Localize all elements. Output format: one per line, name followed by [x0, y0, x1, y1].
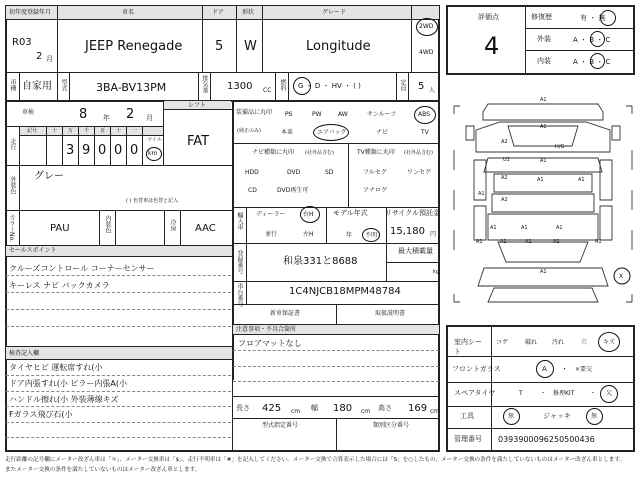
length-cm: cm [291, 408, 301, 415]
car-type-label: 車種 [9, 79, 16, 91]
capacity-unit: 人 [429, 87, 436, 94]
diagram-label-11: A1 [490, 225, 497, 231]
diagram-label-5: U1 [503, 157, 510, 163]
glass-replace: ×要交 [575, 366, 593, 373]
diagram-label-13: A1 [556, 225, 563, 231]
inspection-year-unit: 年 [103, 114, 110, 122]
reg-month: 2 [36, 51, 43, 62]
diagram-label-6: A2 [501, 175, 508, 181]
spare-repair-kit: 修理KIT [553, 390, 575, 397]
new-car-warranty: 新車保証書 [270, 310, 301, 317]
sales-point-line-1: クルーズコントロール コーナーセンサー [9, 264, 155, 273]
diagram-label-12: A1 [521, 225, 528, 231]
diagram-label-7: A1 [537, 177, 544, 183]
navi-cd: CD [248, 187, 257, 194]
shape-label: 形状 [242, 9, 255, 16]
recycle-value: 15,180 [390, 226, 425, 237]
mileage-unit-2: 万 [68, 128, 74, 134]
chassis-value: 1C4NJCB18MPM48784 [289, 286, 401, 297]
width-value: 180 [333, 403, 353, 414]
seat-hole: 穴 [581, 339, 588, 346]
max-load-kg: kg [433, 269, 440, 275]
inspector-line-1: タイヤヒビ 運転席すれ(小 [9, 363, 103, 372]
jack-label: ジャッキ [543, 412, 571, 420]
equip-navi: ナビ [376, 129, 389, 136]
diagram-label-hg: H/G [555, 144, 565, 150]
height-label: 高さ [378, 404, 392, 412]
equip-airbag: エアバック [317, 129, 347, 136]
mileage-label: 走行 [9, 138, 16, 150]
equip-pw: PW [312, 111, 322, 118]
fuel-label: 燃料 [279, 79, 286, 91]
equip-leather: 本革 [281, 129, 294, 136]
spare-missing: 欠 [606, 390, 613, 397]
score-value: 4 [484, 32, 500, 60]
tv-type-label: TV種類に丸印 [357, 149, 395, 156]
length-value: 425 [262, 403, 282, 414]
footer-line-1: 走行距離の記号欄にメーター改ざん車は「＊」、メーター交換車は「$」、走行不明車は「#」を記入してください。メーター交換で合算表示した場合には「S」を○したもの、メーター交換の条件を満たしていないものはメーター改ざん車とします。 [5, 457, 626, 463]
interior-b-circle [590, 53, 605, 69]
model-type-label: 型式 [60, 79, 67, 91]
sales-point-line-2: キーレス ナビ バックカメラ [9, 281, 110, 290]
diagram-label-19: A1 [540, 269, 547, 275]
import-parallel: 並行 [265, 231, 278, 238]
control-no-label: 管理番号 [454, 435, 482, 443]
mileage-unit-0: 記号 [27, 128, 38, 134]
interior-color-label: 内装色 [104, 215, 111, 233]
tv-type-note: (社外品含む) [404, 150, 433, 156]
diagram-label-15: A1 [500, 239, 507, 245]
width-label: 幅 [311, 404, 318, 412]
equip-ps: PS [285, 111, 293, 118]
owner-manual: 取扱説明書 [375, 310, 406, 317]
equipment-sublabel: (純正のみ) [237, 128, 261, 134]
ac-label: 冷房 [169, 219, 176, 231]
equip-aw: AW [338, 111, 348, 118]
length-label: 長さ [236, 404, 250, 412]
interior-grade-options: A ・ B ・ C [573, 58, 611, 66]
mileage-unit-1: 十 [52, 128, 58, 134]
import-left-h: 左H [303, 231, 314, 238]
diagram-label-9: A1 [478, 191, 485, 197]
jack-value: 無 [591, 413, 598, 420]
diagram-label-10: A2 [501, 197, 508, 203]
sales-points-label: セールスポイント [9, 247, 57, 254]
navi-hdd: HDD [245, 169, 259, 176]
tv-oneseg: ワンセグ [407, 169, 432, 176]
diagram-label-2: A2 [501, 139, 508, 145]
notes-line: フロアマットなし [238, 339, 302, 348]
month-unit: 月 [46, 55, 53, 63]
inspector-line-4: Fガラス飛び石(小 [9, 410, 73, 419]
inspection-label: 車検 [22, 109, 35, 116]
door-label: ドア [212, 9, 224, 16]
seat-scratch: キズ [603, 339, 615, 346]
navi-sd: SD [325, 169, 334, 176]
fuel-value: G ・ D ・ HV ・ ( ) [298, 82, 361, 90]
inspector-line-3: ハンドル擦れ(小 外装薄線キズ [9, 395, 119, 404]
width-cm: cm [361, 408, 371, 415]
shift-label: シフト [188, 102, 207, 109]
diagram-label-1: A1 [540, 97, 547, 103]
max-load-label: 最大積載量 [398, 247, 433, 255]
chassis-label: 車台番号 [236, 283, 243, 307]
model-year-label: モデル年式 [333, 209, 368, 217]
seat-tear: 破れ [525, 339, 538, 346]
registration-label: 登録番号 [236, 250, 243, 274]
recycle-label: リサイクル預託金 [385, 209, 441, 217]
spare-tire-label: スペアタイヤ [454, 389, 496, 397]
exterior-color-note: ( ) 色替車は色替と記入 [126, 198, 179, 204]
diagram-label-18: A1 [595, 239, 602, 245]
tools-value: 無 [508, 413, 515, 420]
equip-tv: TV [421, 129, 429, 136]
glass-a: A [542, 365, 547, 373]
color-no-value: PAU [50, 223, 70, 234]
inspection-month-unit: 月 [146, 114, 153, 122]
navi-type-label: ナビ種類に丸印 [252, 149, 295, 156]
navi-type-note: (社外品含む) [305, 150, 334, 156]
glass-dot: ・ [561, 365, 568, 373]
footer-line-2: またメーター交換の条件を満たしていないものはメーター改ざん車とします。 [5, 467, 201, 473]
exterior-b-circle [590, 31, 605, 47]
tools-label: 工具 [460, 412, 474, 420]
inspection-month: 2 [126, 107, 135, 122]
inspector-label: 検査記入欄 [9, 350, 40, 357]
model-year-unknown: 不明 [365, 232, 378, 239]
tv-analog: アナログ [363, 187, 388, 194]
capacity-value: 5 [418, 81, 425, 92]
height-cm: cm [430, 408, 440, 415]
displacement-label: 排気量 [201, 75, 208, 93]
diagram-label-x: X [619, 273, 624, 280]
color-no-label: カラーNo. [8, 214, 15, 242]
navi-dvd: DVD [287, 169, 301, 176]
equip-abs: ABS [418, 111, 430, 118]
inspection-year: 8 [79, 107, 88, 122]
repair-label: 修復歴 [531, 13, 552, 21]
mile-label: マイル [147, 137, 162, 143]
car-name-value: JEEP Renegade [85, 39, 183, 54]
drive-4wd: 4WD [419, 49, 434, 56]
interior-seat-label-1: 室内シート [454, 338, 482, 356]
exterior-grade-options: A ・ B ・ C [573, 36, 611, 44]
spare-dot-1: ・ [540, 390, 547, 397]
import-right-h: 右H [303, 211, 314, 218]
equipment-label: 装備品に丸印 [236, 109, 273, 116]
mileage-digit-3: 0 [98, 143, 107, 158]
capacity-label: 定員 [399, 79, 406, 91]
diagram-label-3: A1 [540, 124, 547, 130]
diagram-label-14: A1 [476, 239, 483, 245]
front-glass-label: フロントガラス [452, 365, 501, 373]
exterior-grade-label: 外装 [537, 35, 551, 43]
recycle-yen: 円 [430, 231, 437, 238]
diagram-label-4: A1 [540, 158, 547, 164]
diagram-label-16: A1 [525, 239, 532, 245]
car-name-label: 車名 [122, 9, 135, 16]
model-type-value: 3BA-BV13PM [96, 81, 167, 94]
category-label: 類別区分番号 [373, 422, 410, 429]
registration-value: 和泉331と8688 [283, 256, 358, 267]
shape-value: W [244, 39, 257, 54]
model-year-unit: 年 [346, 232, 353, 239]
designation-label: 型式指定番号 [262, 422, 299, 429]
ac-value: AAC [195, 223, 216, 234]
spare-dot-2: ・ [590, 390, 597, 397]
score-label: 評価点 [478, 13, 499, 21]
navi-dvd-play: DVD再生可 [277, 187, 309, 194]
notes-label: 注意事項・不具合箇所 [236, 326, 297, 333]
import-label: 輸入車 [236, 212, 243, 230]
spare-t: T [519, 390, 523, 397]
repair-options: 有 ・ 無 [580, 14, 606, 22]
drive-2wd: 2WD [419, 23, 434, 30]
height-value: 169 [408, 403, 428, 414]
shift-value: FAT [187, 134, 210, 149]
inspector-line-2: ドア内張すれ(小 ピラー内張A(小 [9, 379, 128, 388]
car-type-value: 自家用 [22, 81, 52, 92]
control-no-value: 0393900096250500436 [498, 435, 595, 444]
mileage-digit-2: 9 [82, 143, 91, 158]
repair-none-circle [600, 10, 616, 26]
exterior-color-value: グレー [34, 171, 64, 182]
mileage-digit-5: 0 [130, 143, 139, 158]
mileage-unit-5: 十 [116, 128, 122, 134]
grade-value: Longitude [306, 39, 371, 54]
mileage-unit-6: 一 [132, 128, 138, 134]
exterior-color-label: 外装色 [9, 176, 16, 194]
reg-era: R03 [12, 37, 32, 48]
tv-fullseg: フルセグ [363, 169, 387, 176]
door-value: 5 [215, 39, 224, 54]
reg-year-label: 初年度登録年月 [9, 9, 52, 16]
displacement-value: 1300 [227, 81, 253, 92]
diagram-label-8: A1 [578, 177, 585, 183]
seat-stain: 汚れ [552, 339, 565, 346]
mileage-unit-3: 千 [84, 128, 90, 134]
cc-unit: CC [263, 87, 272, 94]
mileage-digit-1: 3 [66, 143, 75, 158]
diagram-label-17: A1 [553, 239, 560, 245]
seat-burn: コゲ [496, 339, 509, 346]
mileage-unit-4: 百 [100, 128, 106, 134]
interior-grade-label: 内装 [537, 57, 551, 65]
equip-sunroof: サンルーフ [367, 111, 397, 118]
import-dealer: ディーラー [256, 211, 286, 218]
km-label: km [148, 150, 158, 157]
mileage-digit-4: 0 [114, 143, 123, 158]
grade-label: グレード [322, 9, 347, 16]
